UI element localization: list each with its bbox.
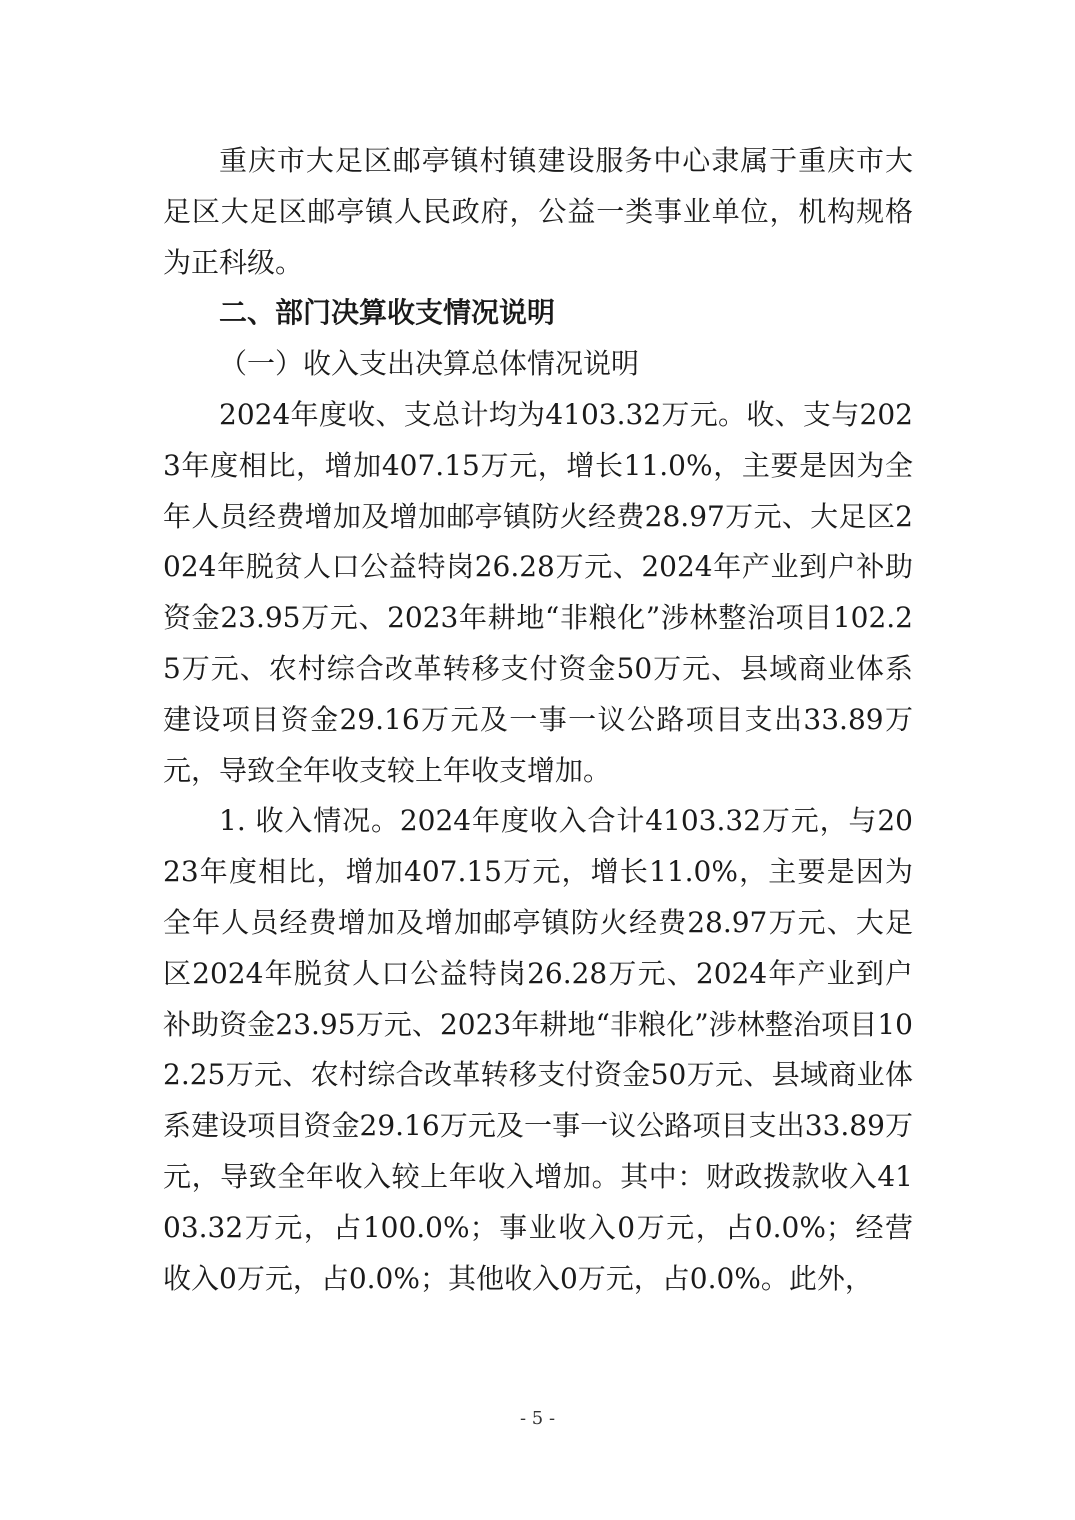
income-paragraph: 1. 收入情况。2024年度收入合计4103.32万元，与2023年度相比，增加407.15万元，增长11.0%，主要是因为全年人员经费增加及增加邮亭镇防火经费28.97万元、大足区2024年脱贫人口公益特岗26.28万元、2024年产业到户补助资金23.95万元、2023年耕地“非粮化”涉林整治项目102.25万元、农村综合改革转移支付资金50万元、县域商业体系建设项目资金29.16万元及一事一议公路项目支出33.89万元，导致全年收入较上年收入增加。其中：财政拨款收入4103.32万元，占100.0%；事业收入0万元，占0.0%；经营收入0万元，占0.0%；其他收入0万元，占0.0%。此外， — [163, 804, 913, 1295]
summary-paragraph: 2024年度收、支总计均为4103.32万元。收、支与2023年度相比，增加407.15万元，增长11.0%，主要是因为全年人员经费增加及增加邮亭镇防火经费28.97万元、大足区2024年脱贫人口公益特岗26.28万元、2024年产业到户补助资金23.95万元、2023年耕地“非粮化”涉林整治项目102.25万元、农村综合改革转移支付资金50万元、县域商业体系建设项目资金29.16万元及一事一议公路项目支出33.89万元，导致全年收支较上年收支增加。 — [163, 397, 913, 787]
section-heading: 二、部门决算收支情况说明 — [219, 296, 556, 330]
intro-paragraph: 重庆市大足区邮亭镇村镇建设服务中心隶属于重庆市大足区大足区邮亭镇人民政府，公益一类事业单位，机构规格为正科级。 — [163, 144, 913, 279]
document-body — [163, 136, 913, 1304]
subsection-heading: （一）收入支出决算总体情况说明 — [219, 347, 640, 381]
page-number: - 5 - — [519, 1408, 556, 1429]
